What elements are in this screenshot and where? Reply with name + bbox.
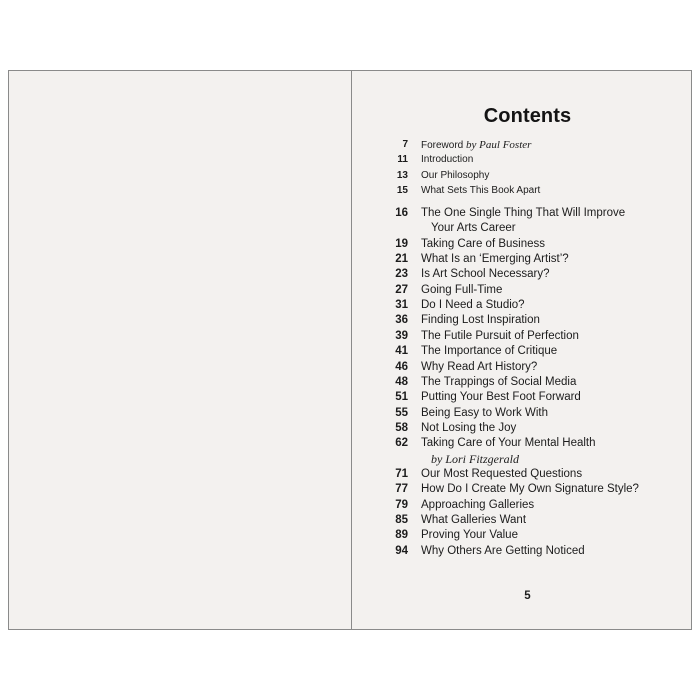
toc-entry-title-text: What Sets This Book Apart: [421, 184, 541, 196]
toc-page-number: 19: [395, 237, 408, 250]
toc-page-number: 94: [395, 544, 408, 557]
toc-page-number: 58: [395, 421, 408, 434]
page-number: 5: [524, 590, 531, 602]
toc-page-number: 23: [395, 268, 408, 281]
toc-entry-title-continued: Your Arts Career: [431, 222, 516, 235]
toc-entry-title: Putting Your Best Foot Forward: [421, 391, 581, 404]
toc-entry-title: How Do I Create My Own Signature Style?: [421, 483, 639, 496]
toc-page-number: 15: [396, 184, 408, 196]
toc-entry-title: Do I Need a Studio?: [421, 299, 525, 312]
toc-entry-author: [466, 139, 531, 151]
left-page: [9, 71, 351, 629]
toc-entry-title-text: Introduction: [421, 154, 474, 166]
toc-page-number: 46: [395, 360, 408, 373]
toc-entry-title: The Futile Pursuit of Perfection: [421, 329, 579, 342]
toc-page-number: 27: [395, 283, 408, 296]
toc-entry-title: Not Losing the Joy: [421, 421, 517, 434]
toc-entry-title: Proving Your Value: [421, 529, 518, 542]
toc-page-number: 77: [395, 483, 408, 496]
author-name: Paul Foster: [479, 139, 532, 151]
toc-page-number: 55: [395, 406, 408, 419]
toc-entry-title: Our Most Requested Questions: [421, 467, 583, 480]
toc-entry-title: The One Single Thing That Will Improve: [421, 207, 626, 219]
toc-page-number: 89: [395, 529, 408, 542]
toc-page-number: 11: [397, 154, 408, 166]
toc-page-number: 16: [395, 207, 408, 219]
toc-entry-title: Why Read Art History?: [421, 360, 538, 373]
toc-entry-title: Approaching Galleries: [421, 498, 535, 511]
toc-page-number: 79: [395, 498, 408, 511]
toc-entry-title: [421, 169, 489, 183]
toc-page-number: 21: [395, 253, 408, 266]
toc-page-number: 39: [395, 329, 408, 342]
author-prefix: by: [466, 139, 477, 151]
toc-entry-title: The Trappings of Social Media: [421, 375, 577, 388]
toc-entry-title: What Galleries Want: [421, 514, 527, 526]
toc-entry-title: [421, 184, 540, 198]
toc-entry-title: Is Art School Necessary?: [421, 268, 550, 281]
toc-page-number: 36: [395, 314, 408, 327]
toc-entry-title: Taking Care of Your Mental Health: [421, 437, 596, 450]
toc-entry-title: [421, 138, 531, 153]
toc-entry-title: What Is an ‘Emerging Artist’?: [421, 253, 569, 266]
toc-page-number: 71: [395, 467, 408, 480]
toc-entry-title: Finding Lost Inspiration: [421, 314, 540, 327]
toc-entry-title: Why Others Are Getting Noticed: [421, 544, 585, 557]
toc-page-number: 85: [395, 514, 408, 526]
toc-entry-title: Going Full-Time: [421, 283, 503, 296]
toc-entry-author: by Lori Fitzgerald: [431, 451, 520, 466]
toc-page-number: 51: [395, 391, 408, 404]
toc-entry-title-text: Our Philosophy: [421, 169, 490, 181]
toc-entry-title: [421, 153, 473, 167]
toc-page-number: 62: [395, 437, 408, 450]
toc-entry-title: Taking Care of Business: [421, 237, 546, 250]
toc-entry-title: Being Easy to Work With: [421, 406, 548, 419]
contents-title: Contents: [483, 105, 572, 127]
toc-page-number: 41: [395, 345, 408, 358]
toc-page-number: 31: [395, 299, 408, 312]
toc-entry-title-text: Foreword: [421, 140, 464, 151]
toc-page-number: 13: [396, 169, 408, 181]
right-page: [352, 71, 691, 629]
toc-entry-title: The Importance of Critique: [421, 345, 558, 358]
toc-page-number: 48: [395, 375, 408, 388]
toc-page-number: 7: [402, 139, 408, 150]
book-spread: [8, 70, 692, 630]
